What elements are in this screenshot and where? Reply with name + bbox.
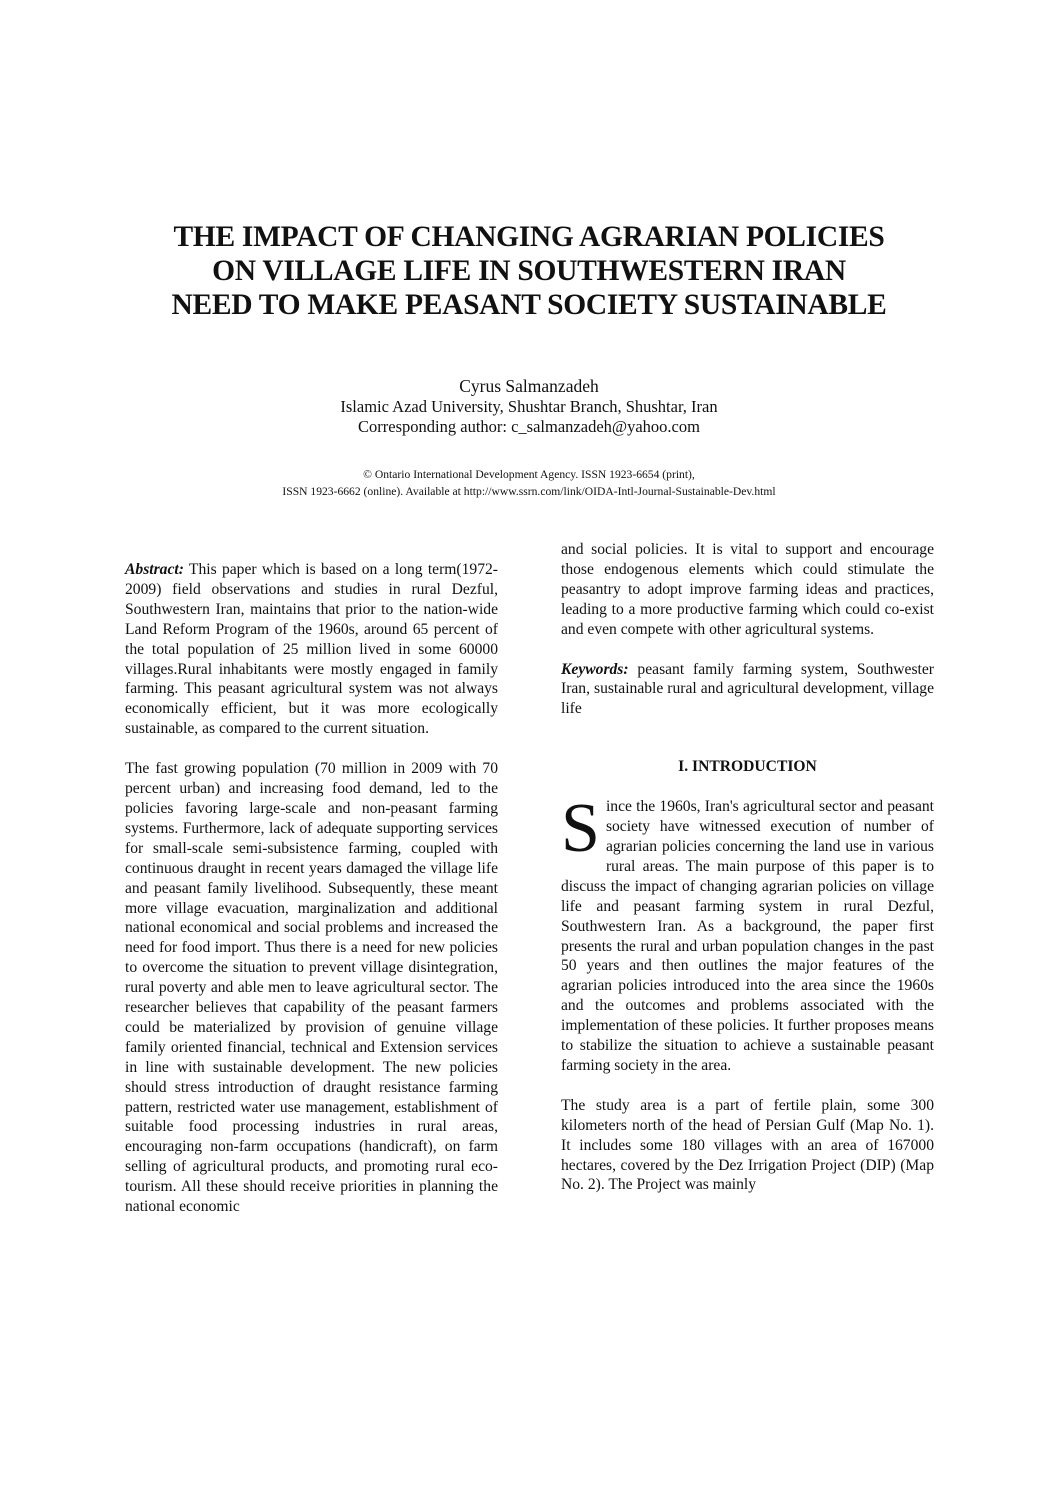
abstract-text: This paper which is based on a long term(1972-2009) field observations and studies in rural Dezful, Southwestern Iran, maintains that prior to the nation-wide Land Reform Program of the 1960s, around 65 percent of the total population of 25 million lived in some 60000 villages.Rural inhabitants were mostly engaged in family farming. This peasant agricultural system was not always economically efficient, but it was more ecologically sustainable, as compared to the current situation. <box>125 561 498 738</box>
paper-title <box>0 220 1058 322</box>
left-column <box>125 560 498 1217</box>
intro-paragraph-1 <box>561 790 934 1076</box>
intro-paragraph-2: The study area is a part of fertile plain, some 300 kilometers north of the head of Persian Gulf (Map No. 1). It includes some 180 villages with an area of 167000 hectares, covered by the Dez Irrigation Project (DIP) (Map No. 2). The Project was mainly <box>561 1096 934 1194</box>
copyright-line: ISSN 1923-6662 (online). Available at http://www.ssrn.com/link/OIDA-Intl-Journal-Sustainable-Dev.html <box>282 485 776 498</box>
author-block <box>0 376 1058 437</box>
corresponding-author: Corresponding author: c_salmanzadeh@yahoo.com <box>358 417 700 436</box>
copyright-line: © Ontario International Development Agency. ISSN 1923-6654 (print), <box>363 468 695 481</box>
author-affiliation: Islamic Azad University, Shushtar Branch, Shushtar, Iran <box>340 397 718 416</box>
title-line: ON VILLAGE LIFE IN SOUTHWESTERN IRAN <box>212 255 846 287</box>
title-line: NEED TO MAKE PEASANT SOCIETY SUSTAINABLE <box>171 289 887 321</box>
abstract-paragraph <box>125 560 498 739</box>
copyright-notice <box>0 466 1058 500</box>
right-column <box>561 540 934 1195</box>
keywords-paragraph <box>561 660 934 720</box>
keywords-text: peasant family farming system, Southwester Iran, sustainable rural and agricultural development, village life <box>561 660 934 718</box>
abstract-paragraph-2: The fast growing population (70 million in 2009 with 70 percent urban) and increasing food demand, led to the policies favoring large-scale and non-peasant farming systems. Furthermore, lack of adequate supporting services for small-scale semi-subsistence farming, coupled with continuous draught in recent years damaged the village life and peasant family livelihood. Subsequently, these meant more village evacuation, marginalization and additional national economical and social problems and increased the need for food import. Thus there is a need for new policies to overcome the situation to prevent village disintegration, rural poverty and able men to leave agricultural sector. The researcher believes that capability of the peasant farmers could be materialized by provision of genuine village family oriented financial, technical and Extension services in line with sustainable development. The new policies should stress introduction of draught resistance farming pattern, restricted water use management, establishment of suitable food processing industries in rural areas, encouraging non-farm occupations (handicraft), on farm selling of agricultural products, and promoting rural eco-tourism. All these should receive priorities in planning the national economic <box>125 760 498 1216</box>
drop-cap: S <box>561 790 600 868</box>
title-line: THE IMPACT OF CHANGING AGRARIAN POLICIES <box>173 221 885 253</box>
section-heading-introduction: I. INTRODUCTION <box>678 758 817 776</box>
intro-text: ince the 1960s, Iran's agricultural sector and peasant society have witnessed execution of number of agrarian policies concerning the land use in various rural areas. The main purpose of this paper is to discuss the impact of changing agrarian policies on village life and peasant farming system in rural Dezful, Southwestern Iran. As a background, the paper first presents the rural and urban population changes in the past 50 years and then outlines the major features of the agrarian policies introduced into the area since the 1960s and the outcomes and problems associated with the implementation of these policies. It further proposes means to stabilize the situation to achieve a sustainable peasant farming society in the area. <box>561 798 934 1074</box>
abstract-label: Abstract: <box>125 561 184 578</box>
abstract-paragraph-3: and social policies. It is vital to support and encourage those endogenous elements which could stimulate the peasantry to adopt improve farming ideas and practices, leading to a more productive farming which could co-exist and even compete with other agricultural systems. <box>561 541 934 638</box>
keywords-label: Keywords: <box>561 660 629 678</box>
author-name: Cyrus Salmanzadeh <box>459 376 599 396</box>
